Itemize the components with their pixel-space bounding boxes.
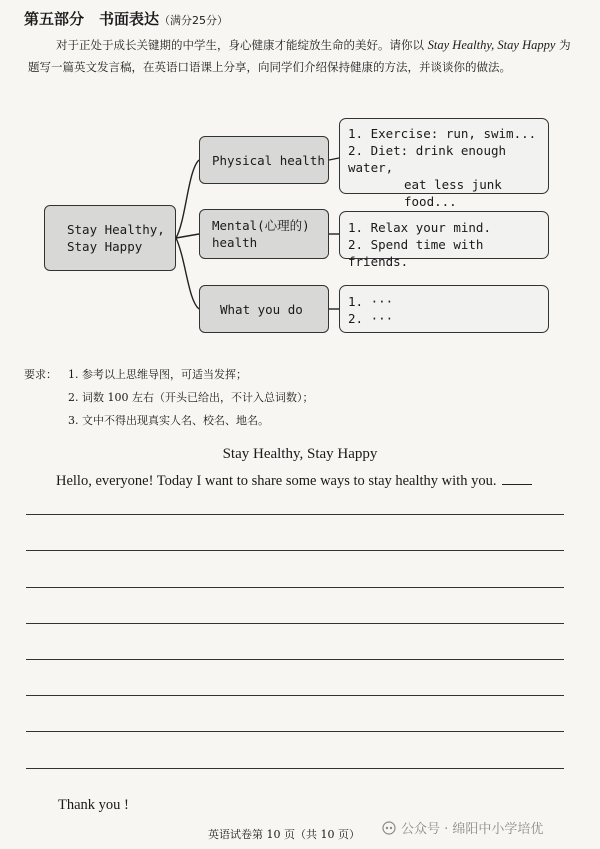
requirement-3: 3. 文中不得出现真实人名、校名、地名。	[68, 414, 269, 427]
detail-physical-1: 1. Exercise: run, swim...	[348, 126, 537, 141]
essay-opening	[56, 470, 532, 490]
connector-mental	[176, 234, 199, 238]
writing-line-6[interactable]	[26, 695, 564, 696]
section-title-text: 第五部分 书面表达	[24, 10, 160, 28]
essay-opening-text: Hello, everyone! Today I want to share some ways to stay healthy with you.	[56, 473, 497, 489]
writing-line-4[interactable]	[26, 623, 564, 624]
prompt-italic-title: Stay Healthy, Stay Happy	[427, 38, 556, 52]
watermark-text: 公众号 · 绵阳中小学培优	[401, 822, 544, 837]
mindmap-center-node	[44, 205, 176, 271]
branch-physical-health	[199, 136, 329, 184]
writing-prompt	[28, 34, 574, 78]
answer-blank[interactable]	[502, 470, 532, 485]
page-footer: 英语试卷第 10 页（共 10 页）	[208, 828, 360, 841]
branch-what-label: What you do	[220, 301, 303, 317]
detail-what	[339, 285, 549, 333]
writing-line-1[interactable]	[26, 514, 564, 515]
writing-line-7[interactable]	[26, 731, 564, 732]
watermark	[382, 818, 543, 837]
section-score: （满分25分）	[159, 14, 229, 27]
requirement-2: 2. 词数 100 左右（开头已给出，不计入总词数）；	[68, 391, 314, 404]
detail-what-1: 1. ···	[348, 294, 394, 309]
section-title	[24, 8, 228, 29]
connector-physical	[176, 160, 199, 238]
detail-physical-2: 2. Diet: drink enough water,	[348, 143, 507, 175]
branch-mental-health	[199, 209, 329, 259]
prompt-part1: 对于正处于成长关键期的中学生，身心健康才能绽放生命的美好。请你以	[56, 38, 424, 52]
writing-line-3[interactable]	[26, 587, 564, 588]
connector-physical-detail	[329, 158, 339, 160]
connector-what	[176, 238, 199, 309]
wechat-channel-icon	[382, 821, 396, 835]
writing-line-8[interactable]	[26, 768, 564, 769]
writing-line-5[interactable]	[26, 659, 564, 660]
detail-mental-1: 1. Relax your mind.	[348, 220, 491, 235]
branch-mental-label-2: health	[212, 235, 258, 250]
detail-physical-3: eat less junk food...	[404, 177, 502, 209]
center-line-2: Stay Happy	[67, 239, 143, 254]
detail-what-2: 2. ···	[348, 311, 394, 326]
detail-mental	[339, 211, 549, 269]
writing-line-2[interactable]	[26, 550, 564, 551]
requirements-head: 要求：	[24, 368, 57, 381]
branch-what-you-do	[199, 285, 329, 333]
requirement-1: 1. 参考以上思维导图，可适当发挥；	[68, 368, 247, 381]
mind-map	[0, 110, 600, 345]
branch-physical-label: Physical health	[212, 152, 325, 168]
center-line-1: Stay Healthy,	[67, 222, 165, 237]
essay-title: Stay Healthy, Stay Happy	[222, 446, 378, 462]
detail-physical	[339, 118, 549, 209]
prompt-part2: 为题写一篇英文发言稿，在英语口语课上分享，向同学们介绍保持健康的方法，并谈谈你的做法。	[28, 38, 571, 74]
essay-closing: Thank you !	[58, 797, 129, 813]
branch-mental-label-1: Mental(心理的)	[212, 218, 310, 233]
detail-mental-2: 2. Spend time with friends.	[348, 237, 484, 269]
